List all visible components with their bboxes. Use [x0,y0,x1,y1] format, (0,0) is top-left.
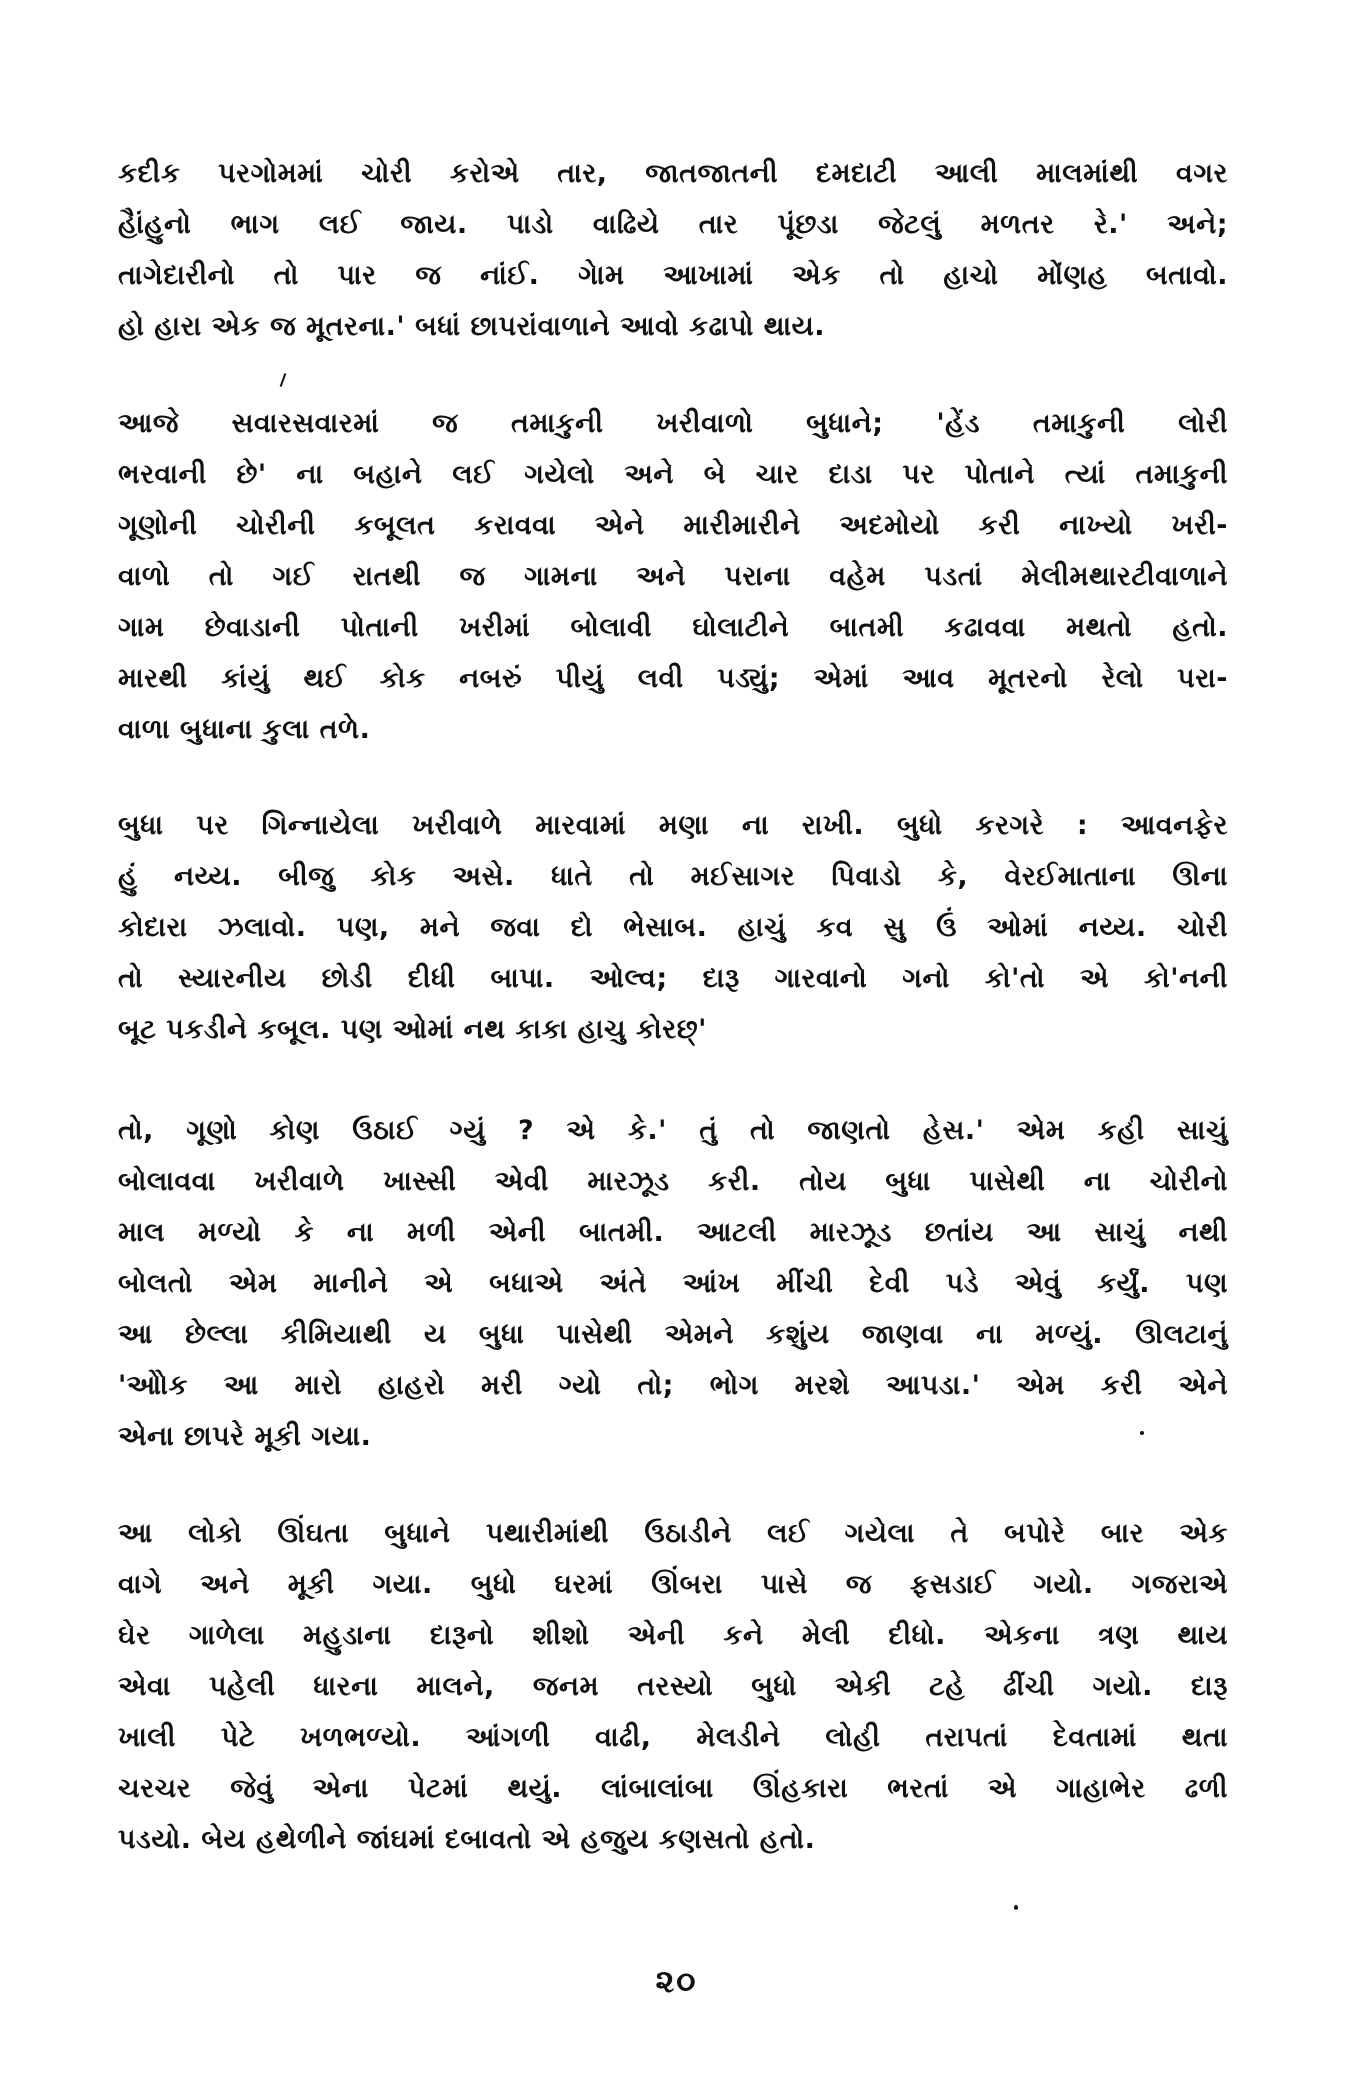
text-line: પડયો. બેય હથેળીને જાંઘમાં દબાવતો એ હજુય કણસતો હતો. [118,1824,816,1855]
ink-tick-mark [280,373,287,387]
text-line: કદીક પરગોમમાં ચોરી કરોએ તાર, જાતજાતની દમદાટી આલી માલમાંથી વગર [118,158,1228,189]
text-line: બોલતો એમ માનીને એ બધાએ અંતે આંખ મીંચી દેવી પડે એવું કર્યું. પણ [118,1268,1228,1299]
text-line: વાળા બુધાના કુલા તળે. [118,714,371,745]
text-line: કોદારા ઝલાવો. પણ, મને જવા દો ભેસાબ. હાચું કવ સુ ઉં ઓમાં નય્ય. ચોરી [118,912,1228,943]
paragraph-5 [118,1508,1228,1865]
text-line: હૈાંહુનો ભાગ લઈ જાય. પાડો વાઢિયે તાર પૂંછડા જેટલું મળતર રે.' અને; [118,209,1228,240]
text-line: ઘેર ગાળેલા મહુડાના દારૂનો શીશો એની કને મેલી દીધો. એકના ત્રણ થાય [118,1620,1228,1651]
paragraph-3 [118,800,1228,1055]
text-line: હું નય્ય. બીજુ કોક અસે. ધાતે તો મઈસાગર પિવાડો કે, વેરઈમાતાના ઊના [118,861,1228,892]
text-line: ચરચર જેવું એના પેટમાં થયું. લાંબાલાંબા ઊંહકારા ભરતાં એ ગાહાભેર ઢળી [118,1773,1228,1804]
text-line: હો હારા એક જ મૂતરના.' બધાં છાપરાંવાળાને આવો કઢાપો થાય. [118,311,825,342]
text-line: ખાલી પેટે ખળભળ્યો. આંગળી વાઢી, મેલડીને લોહી તરાપતાં દેવતામાં થતા [118,1722,1228,1753]
ink-dot [1140,1431,1144,1435]
text-line: ભરવાની છે' ના બહાને લઈ ગયેલો અને બે ચાર દાડા પર પોતાને ત્યાં તમાકુની [118,459,1228,490]
text-line: એના છાપરે મૂકી ગયા. [118,1421,372,1452]
text-line: વાળો તો ગઈ રાતથી જ ગામના અને પરાના વહેમ પડતાં મેલીમથારટીવાળાને [118,561,1228,592]
text-line: બોલાવવા ખરીવાળે ખાસ્સી એવી મારઝૂડ કરી. તોય બુધા પાસેથી ના ચોરીનો [118,1166,1228,1197]
paragraph-1 [118,148,1228,352]
page-number: ૨૦ [655,1962,698,2000]
text-line: તાગેદારીનો તો પાર જ નાંઈ. ગેામ આખામાં એક તો હાચો મોંણહ બતાવો. [118,260,1228,291]
paragraph-4 [118,1105,1228,1462]
text-line: માલ મળ્યો કે ના મળી એની બાતમી. આટલી મારઝૂડ છતાંય આ સાચું નથી [118,1217,1228,1248]
text-line: તો સ્યારનીય છોડી દીધી બાપા. ઓલ્વ; દારૂ ગારવાનો ગનો કો'તો એ કો'નની [118,963,1228,994]
text-line: વાગે અને મૂકી ગયા. બુધો ઘરમાં ઊંબરા પાસે જ ફસડાઈ ગયો. ગજરાએ [118,1569,1228,1600]
text-line: મારથી કાંયું થઈ કોક નબરું પીયું લવી પડ્યું; એમાં આવ મૂતરનો રેલો પરા- [118,663,1228,694]
ink-dot [1014,1905,1018,1910]
text-line: એવા પહેલી ધારના માલને, જનમ તરસ્યો બુધો એકી ટહે ઢીંચી ગયો. દારૂ [118,1671,1228,1702]
paragraph-2 [118,398,1228,755]
text-line: બુધા પર ગિન્નાયેલા ખરીવાળે મારવામાં મણા ના રાખી. બુધો કરગરે : આવનફેર [118,810,1228,841]
text-line: 'ઓોક આ મારો હાહરો મરી ગ્યો તો; ભોગ મરશે આપડા.' એમ કરી એને [118,1370,1228,1401]
text-line: તો, ગૂણો કોણ ઉઠાઈ ગ્યું ? એ કે.' તું તો જાણતો હેસ.' એમ કહી સાચું [118,1115,1228,1146]
text-line: બૂટ પકડીને કબૂલ. પણ ઓમાં નથ કાકા હાચુ કોરછ્' [118,1014,707,1045]
text-line: આ લોકો ઊંઘતા બુધાને પથારીમાંથી ઉઠાડીને લઈ ગયેલા તે બપોરે બાર એક [118,1518,1228,1549]
text-line: આ છેલ્લા કીમિયાથી ય બુધા પાસેથી એમને કશુંય જાણવા ના મળ્યું. ઊલટાનું [118,1319,1228,1350]
text-line: ગૂણોની ચોરીની કબૂલત કરાવવા એને મારીમારીને અદમોયો કરી નાખ્યો ખરી- [118,510,1228,541]
text-line: ગામ છેવાડાની પોતાની ખરીમાં બોલાવી ઘોલાટીને બાતમી કઢાવવા મથતો હતો. [118,612,1228,643]
text-line: આજે સવારસવારમાં જ તમાકુની ખરીવાળો બુધાને; 'હેંડ તમાકુની લોરી [118,408,1228,439]
